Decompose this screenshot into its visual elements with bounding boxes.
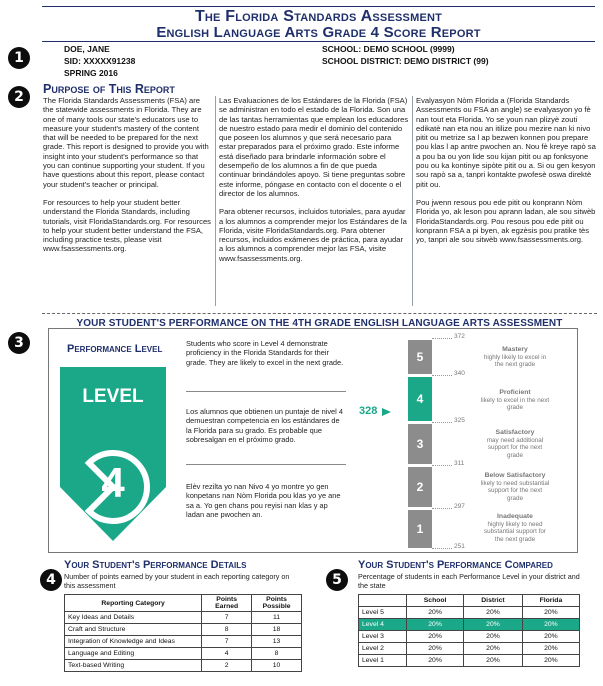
details-subtitle: Number of points earned by your student in each reporting category on this assessment [64, 572, 290, 591]
level-4-desc: likely to excel in the next grade [480, 396, 550, 411]
table-row [359, 631, 580, 643]
desc-divider-2 [186, 464, 346, 465]
compared-header-school: School [407, 595, 464, 607]
level-1-label [480, 513, 550, 543]
test-term: SPRING 2016 [64, 68, 118, 78]
purpose-spanish-p2: Para obtener recursos, incluidos tutoriales, para ayudar a los alumnos a comprender mejor los Estándares de la Florida, visite FloridaStandards.org. Para obtener recursos, incluidos exámenes de práctica, para ayudar a los alumnos a comprender mejor las FSA, visite www.fsassessments.org. [219, 207, 407, 263]
purpose-title: Purpose of This Report [43, 82, 175, 96]
purpose-spanish-p1: Las Evaluaciones de los Estándares de la Florida (FSA) se administran en todo el estado de la Florida. Son una de las tantas herramientas que emplean los educadores de nuestro estado para medir el dominio del contenido que poseen los alumnos y que será necesario para estar preparados para el próximo grado. Este informe está diseñado para brindarle información sobre el desempeño de los alumnos a fin de que pueda continuar brindándoles apoyo. Si tiene preguntas sobre este informe, póngase en contacto con el docente o el director de los alumnos. [219, 96, 409, 198]
column-divider-1 [215, 96, 216, 306]
purpose-english-p2: For resources to help your student better understand the Florida Standards, including tutorials, visit FloridaStandards.org. For resources to help your student better understand the FSA, including practice tests, please visit www.fsassessments.org. [43, 197, 211, 254]
scale-level-4-num: 4 [416, 392, 424, 406]
level-4-label [480, 389, 550, 412]
earned-cell: 7 [202, 612, 252, 624]
level-5-label [480, 346, 550, 369]
earned-cell: 8 [202, 624, 252, 636]
section-3-marker: 3 [8, 332, 30, 354]
table-row [359, 655, 580, 667]
scale-level-4 [408, 377, 432, 421]
florida-pct-cell: 20% [522, 631, 579, 643]
table-row-highlighted [359, 619, 580, 631]
school-pct-cell: 20% [407, 631, 464, 643]
level-5-desc: highly likely to excel in the next grade [483, 353, 547, 368]
compared-table [358, 594, 580, 667]
category-cell: Key Ideas and Details [65, 612, 202, 624]
details-header-row [65, 595, 302, 612]
section-1-marker: 1 [8, 47, 30, 69]
section-2-marker: 2 [8, 86, 30, 108]
details-header-possible: Points Possible [252, 595, 302, 612]
details-table [64, 594, 302, 672]
cut-score-372: 372 [454, 333, 465, 340]
possible-cell: 10 [252, 660, 302, 672]
cut-line-340 [432, 375, 452, 376]
badge-level-word: LEVEL [82, 386, 144, 407]
cut-score-297: 297 [454, 503, 465, 510]
header-bottom-rule [42, 41, 595, 42]
performance-level-heading: Performance Level [67, 343, 163, 355]
desc-divider-1 [186, 391, 346, 392]
level-cell: Level 4 [359, 619, 407, 631]
cut-line-311 [432, 465, 452, 466]
scale-level-3-num: 3 [416, 437, 424, 451]
school-district: SCHOOL DISTRICT: DEMO DISTRICT (99) [322, 56, 489, 66]
level-cell: Level 5 [359, 607, 407, 619]
cut-line-325 [432, 422, 452, 423]
level-1-desc: highly likely to need substantial support for the next grade [484, 520, 546, 543]
table-row [65, 612, 302, 624]
district-pct-cell: 20% [464, 631, 523, 643]
details-title: Your Student's Performance Details [64, 559, 247, 571]
level-desc-spanish: Los alumnos que obtienen un puntaje de nivel 4 demuestran competencia en los estándares de la Florida para su grado. Es probable que sobresalgan en el próximo grado. [186, 407, 343, 444]
level-badge [58, 365, 168, 543]
level-cell: Level 3 [359, 631, 407, 643]
category-cell: Integration of Knowledge and Ideas [65, 636, 202, 648]
earned-cell: 7 [202, 636, 252, 648]
table-row [359, 607, 580, 619]
performance-title: YOUR STUDENT'S PERFORMANCE ON THE 4TH GRADE ENGLISH LANGUAGE ARTS ASSESSMENT [76, 318, 563, 329]
student-name: DOE, JANE [64, 44, 110, 54]
school-pct-cell: 20% [407, 619, 464, 631]
report-title-line2: English Language Arts Grade 4 Score Report [156, 24, 481, 41]
details-header-category: Reporting Category [65, 595, 202, 612]
level-4-name: Proficient [499, 389, 531, 396]
cut-score-340: 340 [454, 370, 465, 377]
scale-level-5 [408, 340, 432, 374]
level-desc-english: Students who score in Level 4 demonstrate proficiency in the Florida Standards for their grade. They are likely to excel in the next grade. [186, 339, 344, 367]
florida-pct-cell: 20% [522, 619, 579, 631]
school-name: SCHOOL: DEMO SCHOOL (9999) [322, 44, 455, 54]
student-sid: SID: XXXXX91238 [64, 56, 136, 66]
level-desc-creole: Elèv rezilta yo nan Nivo 4 yo montre yo gen konpetans nan Nòm Florida pou klas yo ye ane sa a. Yo gen chans pou reyisi nan klas y ap ladan ane pwochen an. [186, 482, 341, 519]
florida-pct-cell: 20% [522, 643, 579, 655]
level-2-desc: likely to need substantial support for the next grade [480, 479, 550, 502]
purpose-spanish [219, 96, 409, 263]
earned-cell: 4 [202, 648, 252, 660]
purpose-creole [416, 96, 598, 244]
badge-level-number: 4 [101, 459, 125, 506]
compared-header-district: District [464, 595, 523, 607]
compared-title: Your Student's Performance Compared [358, 559, 553, 571]
scale-level-1-num: 1 [416, 522, 424, 536]
district-pct-cell: 20% [464, 607, 523, 619]
level-3-name: Satisfactory [495, 429, 535, 436]
purpose-english-p1: The Florida Standards Assessments (FSA) are the statewide assessments in Florida. They are one of many tools our state's educators use to measure your student's mastery of the content that will be needed to be prepared for the next grade. This report is designed to provide you with insight into your student's performance so that you can continue supporting your student. If you have questions about this report, please contact your student's teacher or principal. [43, 96, 209, 189]
earned-cell: 2 [202, 660, 252, 672]
level-cell: Level 2 [359, 643, 407, 655]
scale-level-2-num: 2 [416, 480, 424, 494]
category-cell: Text-based Writing [65, 660, 202, 672]
possible-cell: 11 [252, 612, 302, 624]
compared-header-row [359, 595, 580, 607]
scale-level-2 [408, 467, 432, 507]
details-header-earned: Points Earned [202, 595, 252, 612]
level-2-name: Below Satisfactory [484, 472, 546, 479]
cut-score-251: 251 [454, 543, 465, 550]
header-top-rule [42, 6, 595, 7]
school-pct-cell: 20% [407, 655, 464, 667]
table-row [65, 660, 302, 672]
district-pct-cell: 20% [464, 643, 523, 655]
level-3-label [480, 429, 550, 459]
scale-level-3 [408, 424, 432, 464]
scale-level-1 [408, 510, 432, 548]
purpose-english [43, 96, 211, 254]
table-row [65, 624, 302, 636]
category-cell: Language and Editing [65, 648, 202, 660]
score-pointer-icon [380, 406, 392, 418]
purpose-creole-p1: Evalyasyon Nòm Florida a (Florida Standards Assessments ou FSA an angle) se evalyasyon yo fè nan tout eta Florida. Yo se youn nan plizyè zouti edikatè nan eta nou an itilize pou mezire nan ki nivo pitit ou metrize sa l ap bezwen konnen pou prepare pou klas l ap antre pwochen an. Nou fè kreye rapò sa a pou ba ou yon lide sou kijan pitit ou ap fonksyone pou ou ka kontinye sipòte pitit ou a. Si ou gen kesyon sou rapò sa a, tanpri kontakte pwofesè oswa direktè pitit ou. [416, 96, 596, 189]
level-cell: Level 1 [359, 655, 407, 667]
cut-score-311: 311 [454, 460, 465, 467]
level-5-name: Mastery [502, 346, 528, 353]
performance-scale [396, 333, 551, 550]
table-row [359, 643, 580, 655]
compared-subtitle: Percentage of students in each Performance Level in your district and the state [358, 572, 580, 591]
level-1-name: Inadequate [497, 513, 533, 520]
school-info [322, 43, 489, 67]
scale-level-5-num: 5 [416, 350, 424, 364]
compared-header-blank [359, 595, 407, 607]
student-score: 328 [359, 405, 378, 417]
level-3-desc: may need additional support for the next grade [486, 436, 544, 459]
category-cell: Craft and Structure [65, 624, 202, 636]
cut-line-251 [432, 548, 452, 549]
possible-cell: 8 [252, 648, 302, 660]
district-pct-cell: 20% [464, 655, 523, 667]
report-title-line1: The Florida Standards Assessment [194, 8, 443, 25]
compared-header-florida: Florida [522, 595, 579, 607]
column-divider-2 [412, 96, 413, 306]
district-pct-cell: 20% [464, 619, 523, 631]
florida-pct-cell: 20% [522, 655, 579, 667]
section-4-marker: 4 [40, 569, 62, 591]
table-row [65, 648, 302, 660]
cut-score-325: 325 [454, 417, 465, 424]
level-2-label [480, 472, 550, 502]
cut-line-372 [432, 338, 452, 339]
possible-cell: 18 [252, 624, 302, 636]
student-info [64, 43, 135, 79]
purpose-creole-p2: Pou jwenn resous pou ede pitit ou konprann Nòm Florida yo, ak leson pou aprann ladan, ale sou sitwèb FloridaStandards.org. Pou resous pou ede pitit ou konprann FSA a pi byen, ak egzèsis pou pratike tès yo, tanpri ale sou sitwèb www.fsassessments.org. [416, 197, 596, 245]
section-5-marker: 5 [326, 569, 348, 591]
school-pct-cell: 20% [407, 607, 464, 619]
florida-pct-cell: 20% [522, 607, 579, 619]
possible-cell: 13 [252, 636, 302, 648]
table-row [65, 636, 302, 648]
school-pct-cell: 20% [407, 643, 464, 655]
section-divider [42, 313, 597, 314]
cut-line-297 [432, 508, 452, 509]
